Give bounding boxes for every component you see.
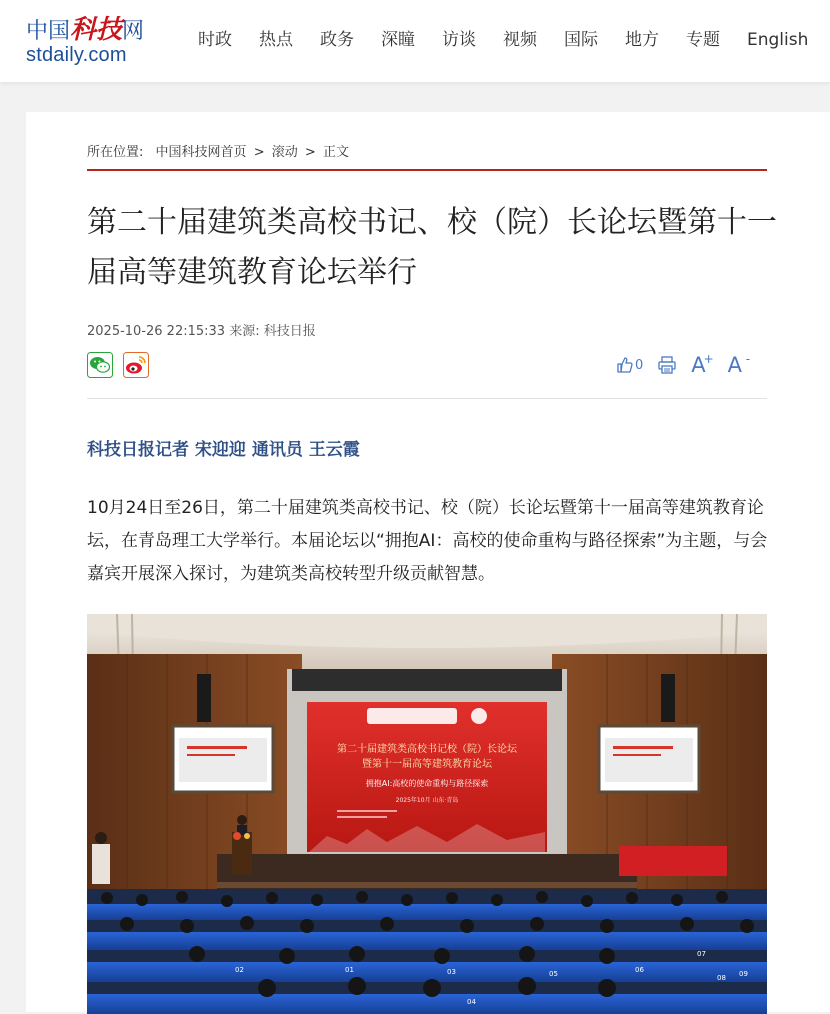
nav-item-video[interactable]: 视频 bbox=[503, 30, 537, 50]
seat-number: 06 bbox=[635, 966, 644, 974]
screen-date: 2025年10月 山东·青岛 bbox=[395, 797, 459, 804]
screen-title-line2: 暨第十一届高等建筑教育论坛 bbox=[362, 759, 492, 770]
article-paragraph: 10月24日至26日，第二十届建筑类高校书记、校（院）长论坛暨第十一届高等建筑教育论坛，在青岛理工大学举行。本届论坛以“拥抱AI：高校的使命重构与路径探索”为主题，与会嘉宾开展深入探讨，为建筑类高校转型升级贡献智慧。 bbox=[87, 498, 768, 584]
weibo-share-icon[interactable] bbox=[123, 352, 149, 378]
nav-item-international[interactable]: 国际 bbox=[564, 30, 598, 50]
like-button[interactable] bbox=[616, 356, 643, 374]
font-increase-button[interactable] bbox=[691, 353, 713, 377]
site-header bbox=[0, 0, 830, 82]
breadcrumb-home[interactable]: 中国科技网首页 bbox=[155, 145, 247, 160]
seat-number: 09 bbox=[739, 970, 748, 978]
breadcrumb-divider bbox=[87, 169, 767, 171]
share-bar bbox=[87, 352, 149, 378]
minus-icon: - bbox=[745, 352, 751, 366]
screen-title-line1: 第二十届建筑类高校书记校（院）长论坛 bbox=[337, 744, 517, 755]
nav-item-interview[interactable]: 访谈 bbox=[442, 30, 476, 50]
logo-prefix: 中国 bbox=[26, 19, 71, 44]
seat-number: 01 bbox=[345, 966, 354, 974]
font-increase-label: A bbox=[691, 353, 706, 377]
article-byline: 科技日报记者 宋迎迎 通讯员 王云霞 bbox=[87, 440, 360, 460]
nav-item-topics[interactable]: 专题 bbox=[686, 30, 720, 50]
nav-item-hot[interactable]: 热点 bbox=[259, 30, 293, 50]
nav-item-local[interactable]: 地方 bbox=[625, 30, 659, 50]
article-photo bbox=[87, 614, 767, 1014]
breadcrumb bbox=[87, 144, 349, 162]
nav-item-english[interactable]: English bbox=[747, 30, 809, 50]
breadcrumb-prefix: 所在位置: bbox=[87, 145, 144, 160]
seat-number: 05 bbox=[549, 970, 558, 978]
seat-number: 03 bbox=[447, 968, 456, 976]
logo-suffix: 网 bbox=[122, 19, 145, 44]
like-count: 0 bbox=[635, 357, 644, 373]
meta-divider bbox=[87, 398, 767, 399]
breadcrumb-current: 正文 bbox=[322, 145, 349, 160]
screen-theme: 拥抱AI:高校的使命重构与路径探索 bbox=[365, 779, 489, 788]
seat-number: 08 bbox=[717, 974, 726, 982]
wechat-share-icon[interactable] bbox=[87, 352, 113, 378]
logo-brand: 科技 bbox=[70, 15, 123, 45]
nav-item-government[interactable]: 政务 bbox=[320, 30, 354, 50]
seat-number: 02 bbox=[235, 966, 244, 974]
article-tools bbox=[616, 352, 750, 378]
seat-number: 04 bbox=[467, 998, 476, 1006]
seat-number: 07 bbox=[697, 950, 706, 958]
font-decrease-button[interactable] bbox=[728, 353, 750, 377]
font-decrease-label: A bbox=[727, 353, 743, 377]
site-logo[interactable] bbox=[26, 16, 156, 66]
logo-chinese bbox=[26, 16, 144, 46]
breadcrumb-separator: > bbox=[253, 145, 265, 160]
nav-item-insight[interactable]: 深瞳 bbox=[381, 30, 415, 50]
logo-domain: stdaily.com bbox=[26, 44, 127, 66]
breadcrumb-scroll[interactable]: 滚动 bbox=[271, 145, 298, 160]
thumbs-up-icon bbox=[616, 356, 634, 374]
nav-item-politics[interactable]: 时政 bbox=[198, 30, 232, 50]
breadcrumb-separator: > bbox=[304, 145, 316, 160]
photo-illustration bbox=[87, 614, 767, 1014]
plus-icon: + bbox=[703, 352, 714, 366]
print-button[interactable] bbox=[657, 355, 677, 375]
article-meta: 2025-10-26 22:15:33 来源: 科技日报 bbox=[87, 324, 316, 339]
article-title: 第二十届建筑类高校书记、校（院）长论坛暨第十一届高等建筑教育论坛举行 bbox=[87, 205, 777, 290]
printer-icon bbox=[657, 355, 677, 375]
main-nav bbox=[198, 28, 808, 52]
article-card bbox=[26, 112, 830, 1012]
